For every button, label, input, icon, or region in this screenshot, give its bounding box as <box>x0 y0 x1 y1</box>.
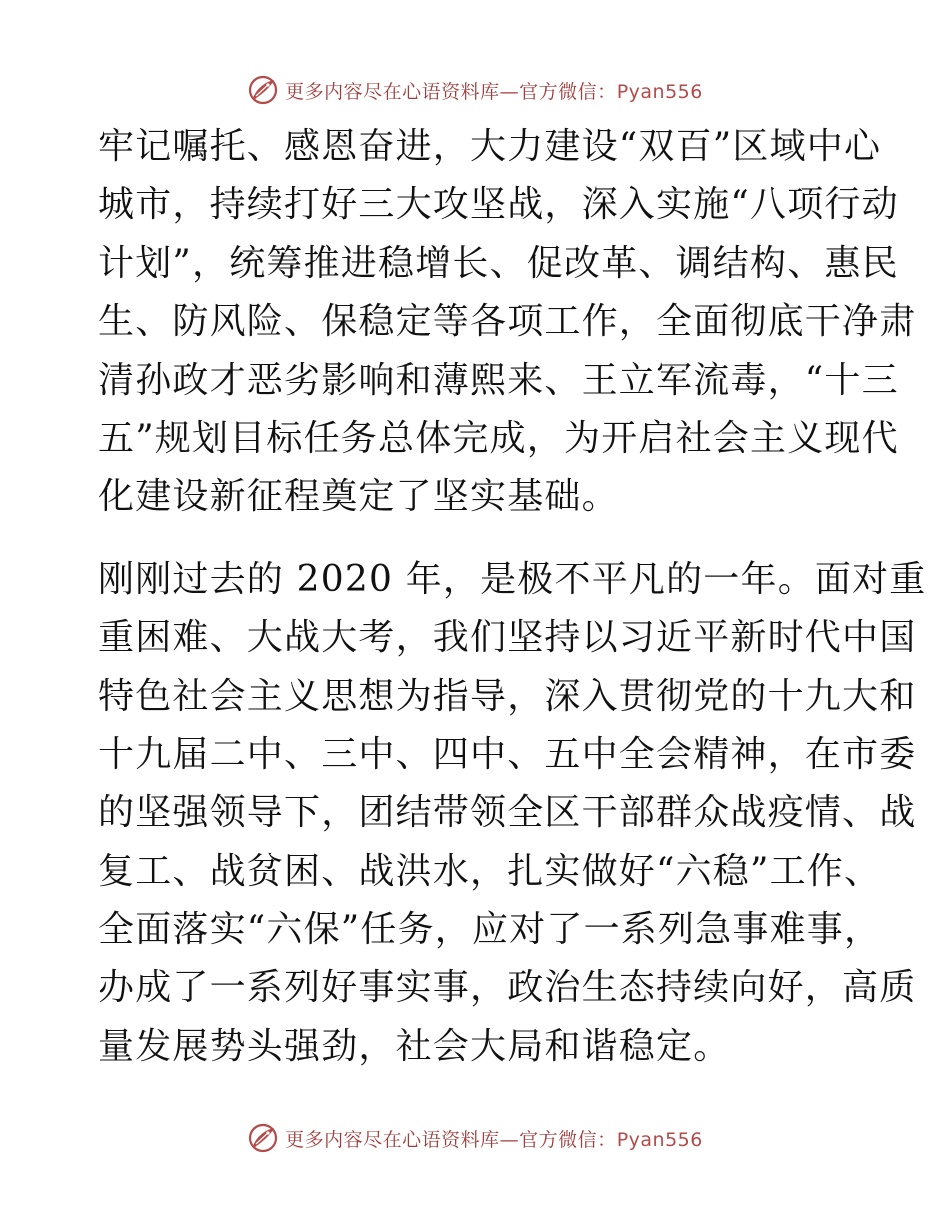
footer-site-text: 更多内容尽在心语资料库 <box>285 1128 500 1151</box>
footer-banner-text <box>285 1125 703 1152</box>
pen-nib-logo-icon <box>247 74 279 106</box>
paragraph-1 <box>98 118 917 527</box>
footer-wechat-label: 官方微信： <box>519 1128 617 1151</box>
footer-dash: — <box>499 1128 520 1151</box>
document-body <box>98 118 927 1076</box>
paragraph-2 <box>98 551 927 1077</box>
header-banner-text <box>285 77 703 104</box>
text-line: 清孙政才恶劣影响和薄熙来、王立军流毒，“十三 <box>98 359 899 401</box>
text-line: 的坚强领导下，团结带领全区干部群众战疫情、战 <box>98 792 917 834</box>
header-site-text: 更多内容尽在心语资料库 <box>285 80 500 103</box>
text-line: 化建设新征程奠定了坚实基础。 <box>98 476 619 518</box>
text-line: 全面落实“六保”任务，应对了一系列急事难事， <box>98 909 882 951</box>
pen-nib-logo-icon <box>247 1122 279 1154</box>
text-line: 牢记嘱托、感恩奋进，大力建设“双百”区域中心 <box>98 126 882 167</box>
text-line: 重困难、大战大考，我们坚持以习近平新时代中国 <box>98 617 917 659</box>
text-line: 计划”，统筹推进稳增长、促改革、调结构、惠民 <box>98 242 899 284</box>
text-line: 办成了一系列好事实事，政治生态持续向好，高质 <box>98 967 917 1009</box>
paragraph-spacing <box>98 527 850 551</box>
footer-banner <box>0 1118 950 1158</box>
text-line: 城市，持续打好三大攻坚战，深入实施“八项行动 <box>98 184 899 226</box>
text-line: 生、防风险、保稳定等各项工作，全面彻底干净肃 <box>98 301 917 343</box>
header-wechat-label: 官方微信： <box>519 80 617 103</box>
header-wechat-id: Pyan556 <box>616 80 703 103</box>
footer-wechat-id: Pyan556 <box>616 1128 703 1151</box>
text-line: 刚刚过去的 2020 年，是极不平凡的一年。面对重 <box>98 558 927 600</box>
text-line: 复工、战贫困、战洪水，扎实做好“六稳”工作、 <box>98 850 882 892</box>
text-line: 特色社会主义思想为指导，深入贯彻党的十九大和 <box>98 675 917 717</box>
text-line: 五”规划目标任务总体完成，为开启社会主义现代 <box>98 417 899 459</box>
header-banner <box>0 70 950 110</box>
header-dash: — <box>499 80 520 103</box>
text-line: 量发展势头强劲，社会大局和谐稳定。 <box>98 1025 731 1067</box>
text-line: 十九届二中、三中、四中、五中全会精神，在市委 <box>98 733 917 775</box>
